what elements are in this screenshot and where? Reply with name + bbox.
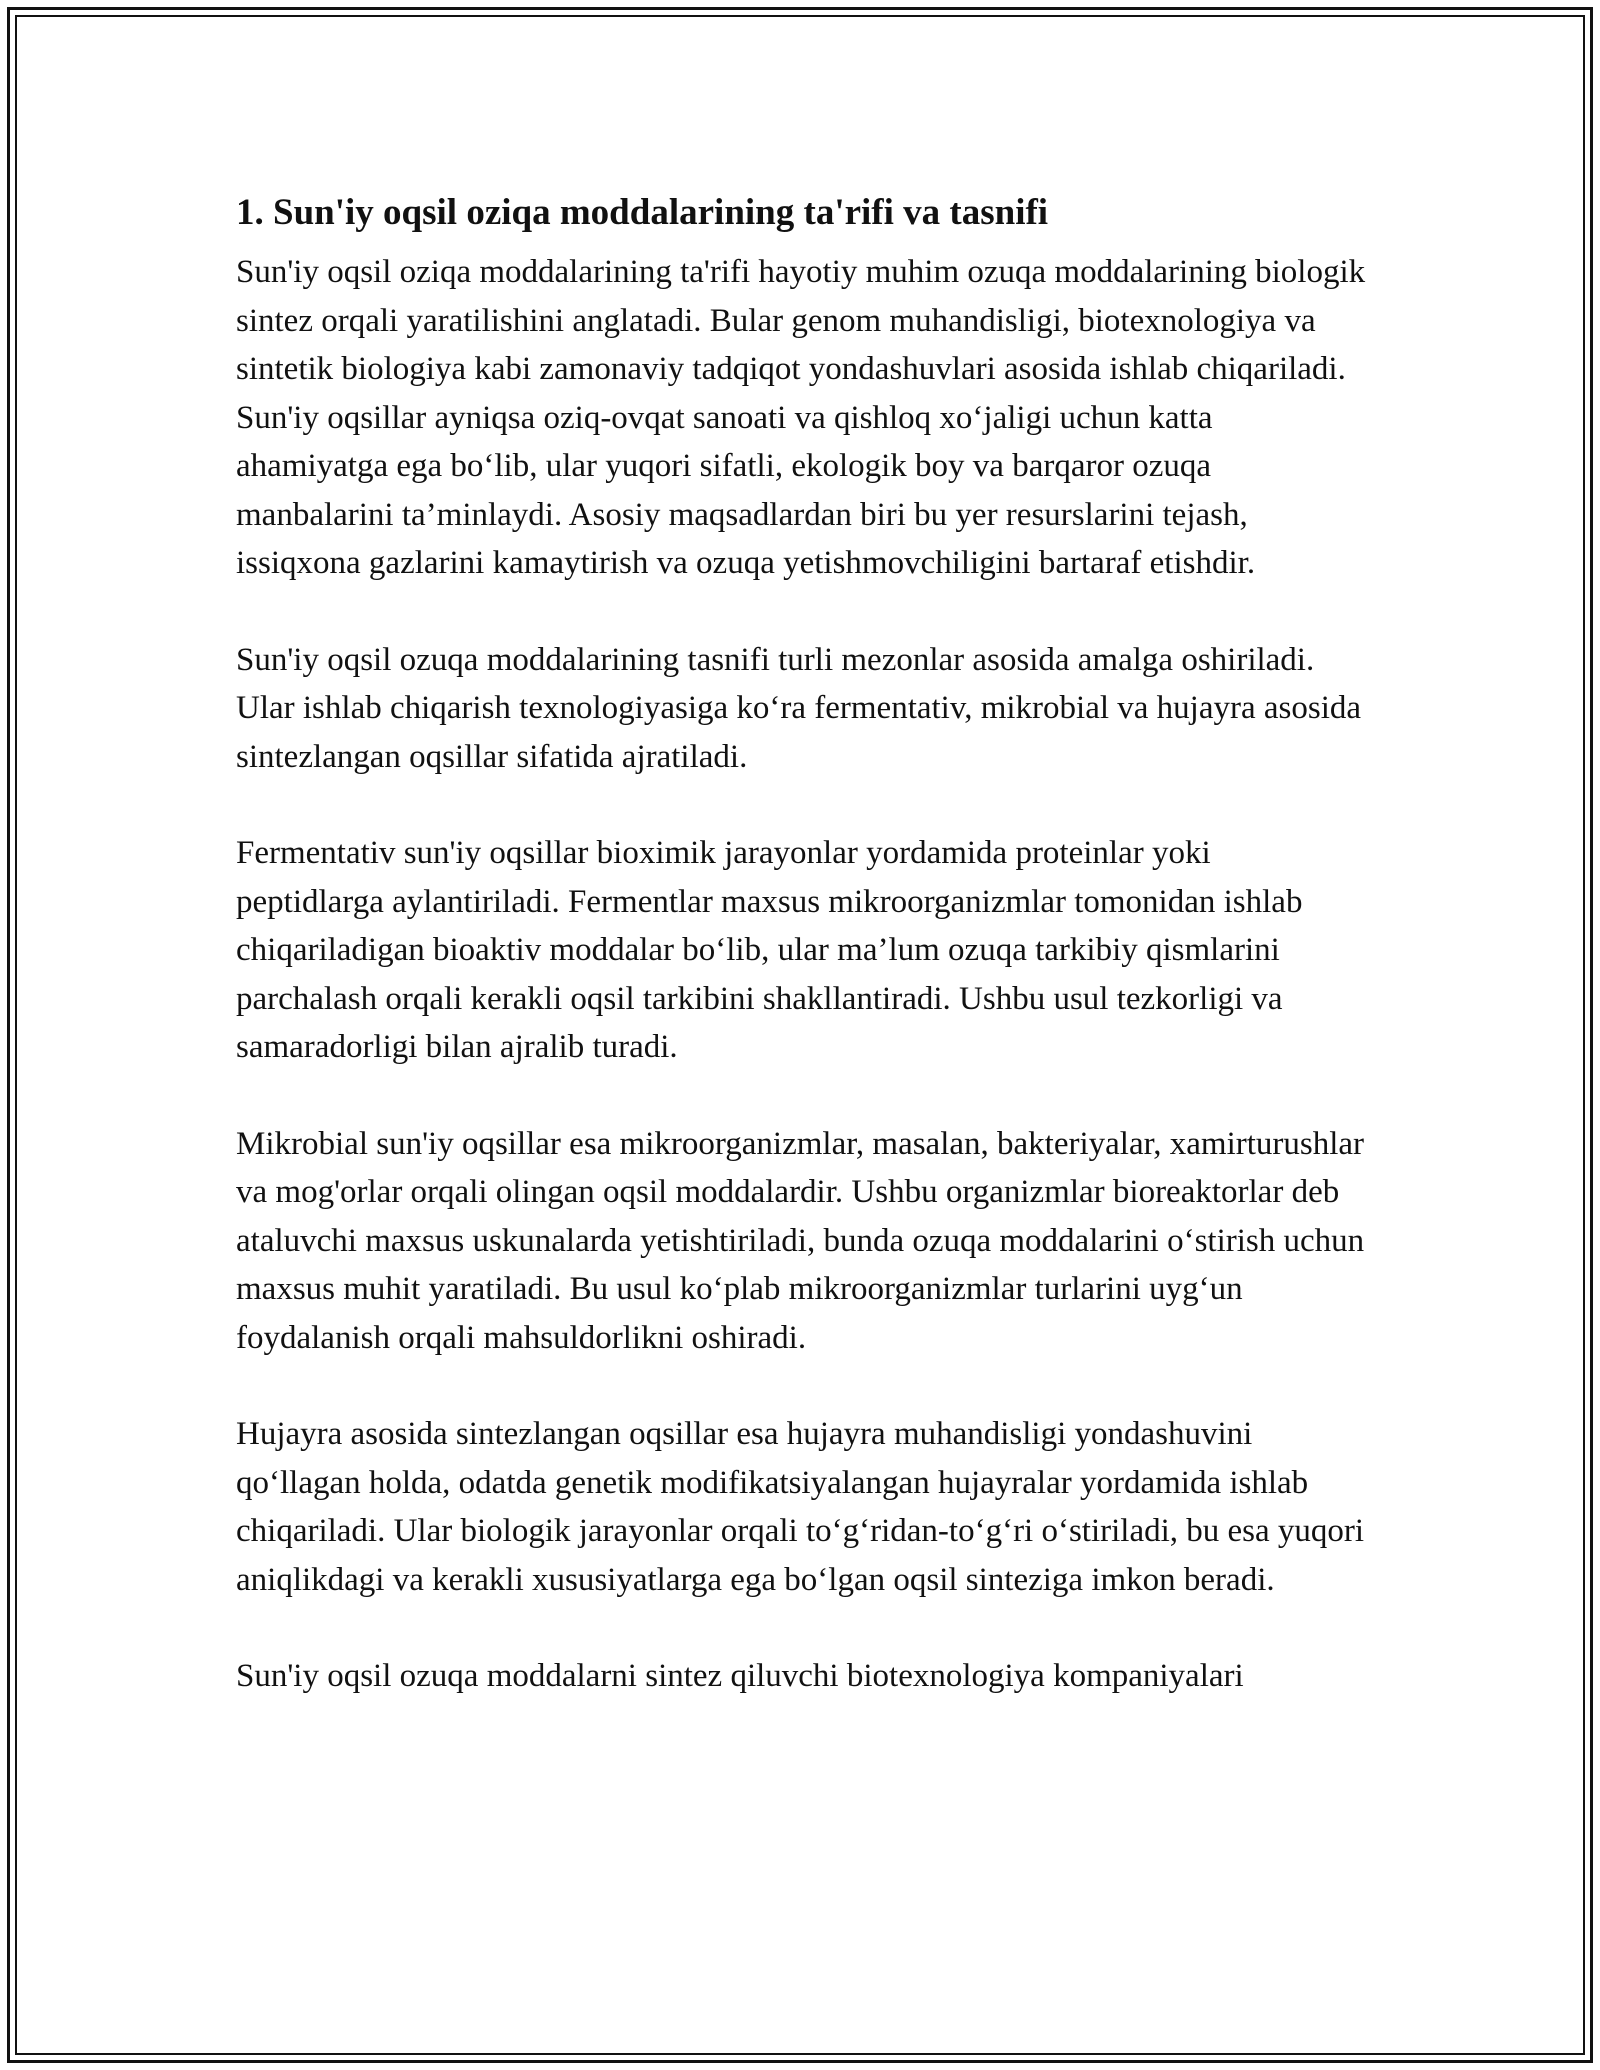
paragraph-microbial: Mikrobial sun'iy oqsillar esa mikroorganizmlar, masalan, bakteriyalar, xamirturushlar va mog'orlar orqali olingan oqsil moddalardir. Ushbu organizmlar bioreaktorlar deb ataluvchi maxsus uskunalarda yetishtiriladi, bunda ozuqa moddalarini o‘stirish uchun maxsus muhit yaratiladi. Bu usul ko‘plab mikroorganizmlar turlarini uyg‘un foydalanish orqali mahsuldorlikni oshiradi.: [236, 1125, 1365, 1356]
paragraph-companies: Sun'iy oqsil ozuqa moddalarni sintez qiluvchi biotexnologiya kompaniyalari: [236, 1658, 1244, 1694]
paragraph-classification: Sun'iy oqsil ozuqa moddalarining tasnifi turli mezonlar asosida amalga oshiriladi. Ular ishlab chiqarish texnologiyasiga ko‘ra fermentativ, mikrobial va hujayra asosida sintezlangan oqsillar sifatida ajratiladi.: [236, 641, 1362, 775]
paragraph-fermentative: Fermentativ sun'iy oqsillar bioximik jarayonlar yordamida proteinlar yoki peptidlarga aylantiriladi. Fermentlar maxsus mikroorganizmlar tomonidan ishlab chiqariladigan bioaktiv moddalar bo‘lib, ular ma’lum ozuqa tarkibiy qismlarini parchalash orqali kerakli oqsil tarkibini shakllantiradi. Ushbu usul tezkorligi va samaradorligi bilan ajralib turadi.: [236, 835, 1303, 1065]
page-content: [236, 190, 1366, 1701]
section-heading: 1. Sun'iy oqsil oziqa moddalarining ta'rifi va tasnifi: [236, 192, 1049, 233]
paragraph-cell-based: Hujayra asosida sintezlangan oqsillar esa hujayra muhandisligi yondashuvini qo‘llagan holda, odatda genetik modifikatsiyalangan hujayralar yordamida ishlab chiqariladi. Ular biologik jarayonlar orqali to‘g‘ridan-to‘g‘ri o‘stiriladi, bu esa yuqori aniqlikdagi va kerakli xususiyatlarga ega bo‘lgan oqsil sinteziga imkon beradi.: [236, 1416, 1365, 1598]
paragraph-definition: Sun'iy oqsil oziqa moddalarining ta'rifi hayotiy muhim ozuqa moddalarining biologik sintez orqali yaratilishini anglatadi. Bular genom muhandisligi, biotexnologiya va sintetik biologiya kabi zamonaviy tadqiqot yondashuvlari asosida ishlab chiqariladi. Sun'iy oqsillar ayniqsa oziq-ovqat sanoati va qishloq xo‘jaligi uchun katta ahamiyatga ega bo‘lib, ular yuqori sifatli, ekologik boy va barqaror ozuqa manbalarini ta’minlaydi. Asosiy maqsadlardan biri bu yer resurslarini tejash, issiqxona gazlarini kamaytirish va ozuqa yetishmovchiligini bartaraf etishdir.: [236, 254, 1366, 581]
